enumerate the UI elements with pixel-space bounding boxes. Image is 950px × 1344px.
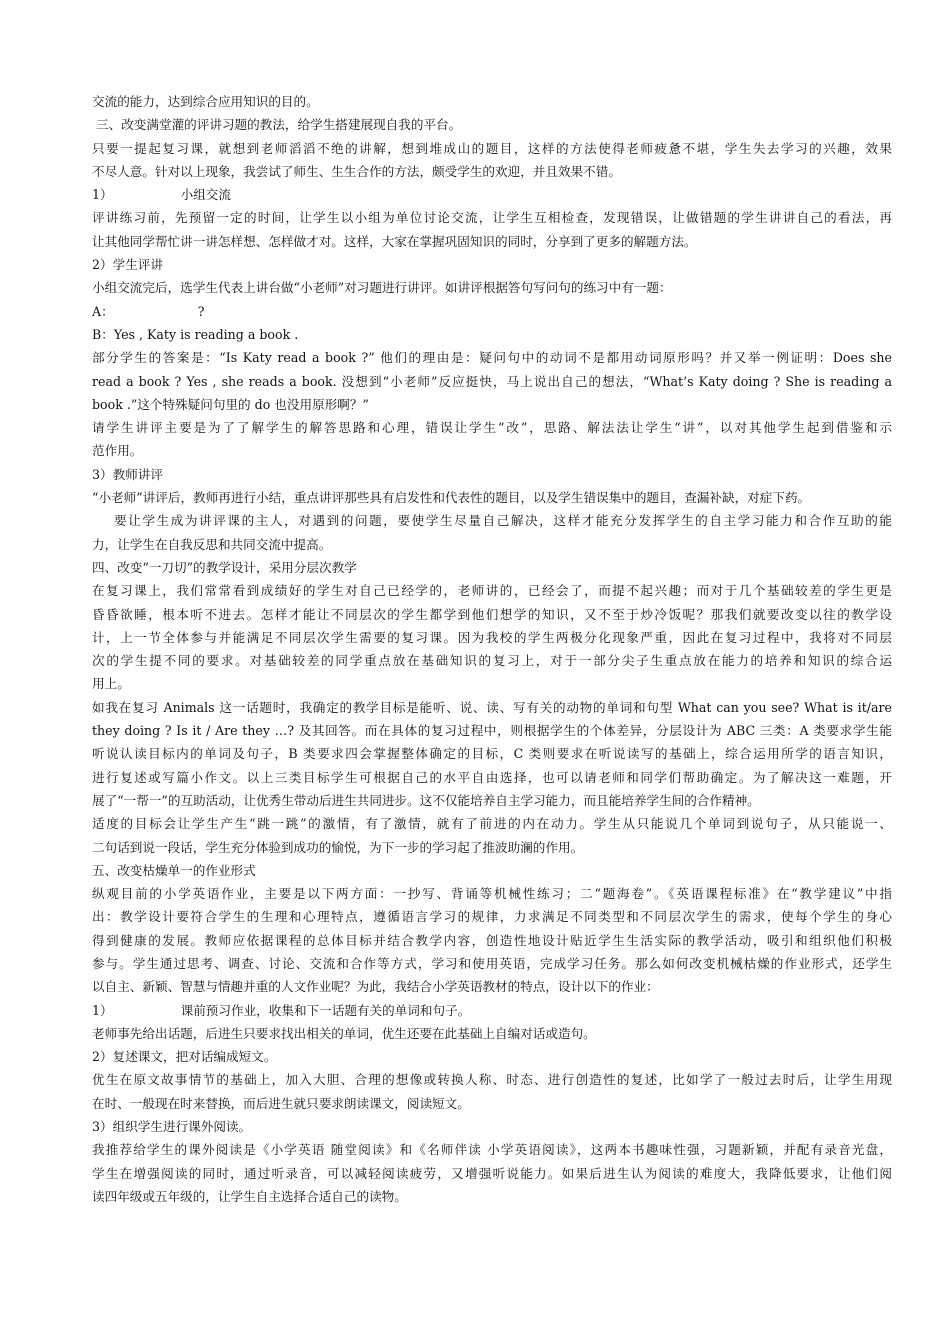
- text-line: they doing ? Is it / Are they …? 及其回答。而在具体的复习过程中，则根据学生的个体差异，分层设计为 ABC 三类：A 类要求学生能: [92, 723, 892, 739]
- text-line: 适度的目标会让学生产生“跳一跳”的激情，有了激情，就有了前进的内在动力。学生从只能说几个单词到说句子，从只能说一、: [92, 816, 892, 832]
- text-line: 不尽人意。针对以上现象，我尝试了师生、生生合作的方法，颇受学生的欢迎，并且效果不错。: [92, 163, 621, 179]
- text-line: 二句话到说一段话，学生充分体验到成功的愉悦，为下一步的学习起了推波助澜的作用。: [92, 839, 584, 855]
- list-item-heading: 3）组织学生进行课外阅读。: [92, 1119, 252, 1135]
- list-number: 1）: [92, 187, 113, 203]
- text-line: 参与。学生通过思考、调查、讨论、交流和合作等方式，学习和使用英语，完成学习任务。那么如何改变机械枯燥的作业形式，还学生: [92, 955, 892, 971]
- list-item-label: 小组交流: [180, 187, 231, 203]
- text-line: 让其他同学帮忙讲一讲怎样想、怎样做才对。这样，大家在掌握巩固知识的同时，分享到了更多的解题方法。: [92, 233, 697, 249]
- text-line: 我推荐给学生的课外阅读是《小学英语 随堂阅读》和《名师伴读 小学英语阅读》，这两本书趣味性强，习题新颖，并配有录音光盘，: [92, 1142, 892, 1158]
- text-line: 读四年级或五年级的，让学生自主选择合适自己的读物。: [92, 1188, 407, 1204]
- text-line: book .”这个特殊疑问句里的 do 也没用原形啊？”: [92, 396, 369, 412]
- section-heading: 四、改变“一刀切”的教学设计，采用分层次教学: [92, 559, 357, 575]
- text-line: 计，上一节全体参与并能满足不同层次学生需要的复习课。因为我校的学生两极分化现象严重，因此在复习过程中，我将对不同层: [92, 629, 892, 645]
- list-item-heading: 2）学生评讲: [92, 257, 163, 273]
- text-line: 请学生讲评主要是为了了解学生的解答思路和心理，错误让学生“改”，思路、解法法让学生“讲”，以对其他学生起到借鉴和示: [92, 420, 892, 436]
- text-line: “小老师”讲评后，教师再进行小结，重点讲评那些具有启发性和代表性的题目，以及学生错误集中的题目，查漏补缺，对症下药。: [92, 490, 811, 506]
- speaker-label: A：: [92, 303, 114, 319]
- list-item-label: 课前预习作业，收集和下一话题有关的单词和句子。: [180, 1002, 471, 1018]
- section-heading: 五、改变枯燥单一的作业形式: [92, 862, 256, 878]
- text-line: 小组交流完后，选学生代表上讲台做“小老师”对习题进行讲评。如讲评根据答句写问句的练习中有一题：: [92, 280, 672, 296]
- text-line: 老师事先给出话题，后进生只要求找出相关的单词，优生还要在此基础上自编对话或造句。: [92, 1025, 596, 1041]
- text-line: 得到健康的发展。教师应依据课程的总体目标并结合教学内容，创造性地设计贴近学生生活实际的教学活动，吸引和组织他们积极: [92, 932, 892, 948]
- list-item-heading: [92, 999, 892, 1022]
- text-line: 纵观目前的小学英语作业，主要是以下两方面：一抄写、背诵等机械性练习；二“题海卷”。《英语课程标准》在“教学建议”中指: [92, 886, 892, 902]
- list-number: 1）: [92, 1002, 113, 1018]
- text-line: 昏昏欲睡，根本听不进去。怎样才能让不同层次的学生都学到他们想学的知识，又不至于炒冷饭呢？那我们就要改变以往的教学设: [92, 606, 892, 622]
- text-line: 在复习课上，我们常常看到成绩好的学生对自己已经学的，老师讲的，已经会了，而提不起兴趣；而对于几个基础较差的学生更是: [92, 583, 892, 599]
- example-line-a: [92, 300, 892, 323]
- section-heading: 三、改变满堂灌的评讲习题的教法，给学生搭建展现自我的平台。: [96, 117, 462, 133]
- text-line: 进行复述或写篇小作文。以上三类目标学生可根据自己的水平自由选择，也可以请老师和同学们帮助确定。为了解决这一难题，开: [92, 769, 892, 785]
- example-line-b: B：Yes , Katy is reading a book .: [92, 326, 299, 342]
- text-line: 交流的能力，达到综合应用知识的目的。: [92, 94, 319, 109]
- text-line: 出：教学设计要符合学生的生理和心理特点，遵循语言学习的规律，力求满足不同类型和不同层次学生的需求，使每个学生的身心: [92, 909, 892, 925]
- text-line: 如我在复习 Animals 这一话题时，我确定的教学目标是能听、说、读、写有关的动物的单词和句型 What can you see? What is it/are: [92, 699, 892, 715]
- list-item-heading: [92, 183, 892, 206]
- text-line: 展了“一帮一”的互助活动，让优秀生带动后进生共同进步。这不仅能培养自主学习能力，而且能培养学生间的合作精神。: [92, 792, 760, 808]
- list-item-heading: 2）复述课文，把对话编成短文。: [92, 1049, 277, 1065]
- text-line: 学生在增强阅读的同时，通过听录音，可以减轻阅读疲劳，又增强听说能力。如果后进生认为阅读的难度大，我降低要求，让他们阅: [92, 1165, 892, 1181]
- text-line: 评讲练习前，先预留一定的时间，让学生以小组为单位讨论交流，让学生互相检查，发现错误，让做错题的学生讲讲自己的看法，再: [92, 210, 892, 226]
- text-line: read a book ? Yes , she reads a book. 没想到“小老师”反应挺快，马上说出自己的想法，“What’s Katy doing ? She is reading a: [92, 373, 892, 389]
- text-line: 力，让学生在自我反思和共同交流中提高。: [92, 536, 332, 552]
- text-line: 只要一提起复习课，就想到老师滔滔不绝的讲解，想到堆成山的题目，这样的方法使得老师疲惫不堪，学生失去学习的兴趣，效果: [92, 140, 892, 156]
- blank-question-mark: ?: [197, 303, 205, 319]
- text-line: 以自主、新颖、智慧与情趣并重的人文作业呢？为此，我结合小学英语教材的特点，设计以下的作业：: [92, 979, 659, 995]
- text-line: 用上。: [92, 676, 130, 692]
- text-line: 听说认读目标内的单词及句子，B 类要求四会掌握整体确定的目标，C 类则要求在听说读写的基础上，综合运用所学的语言知识，: [92, 746, 892, 762]
- text-line: 优生在原文故事情节的基础上，加入大胆、合理的想像或转换人称、时态、进行创造性的复述，比如学了一般过去时后，让学生用现: [92, 1072, 892, 1088]
- text-line: 次的学生提不同的要求。对基础较差的同学重点放在基础知识的复习上，对于一部分尖子生重点放在能力的培养和知识的综合运: [92, 653, 892, 669]
- text-line: 在时、一般现在时来替换，而后进生就只要求朗读课文，阅读短文。: [92, 1095, 470, 1111]
- text-line: 要让学生成为讲评课的主人，对遇到的问题，要使学生尽量自己解决，这样才能充分发挥学生的自主学习能力和合作互助的能: [114, 513, 892, 529]
- list-item-heading: 3）教师讲评: [92, 466, 163, 482]
- text-line: 范作用。: [92, 443, 143, 459]
- text-line: 部分学生的答案是：“Is Katy read a book ?” 他们的理由是：疑问句中的动词不是都用动词原形吗？并又举一例证明：Does she: [92, 350, 892, 366]
